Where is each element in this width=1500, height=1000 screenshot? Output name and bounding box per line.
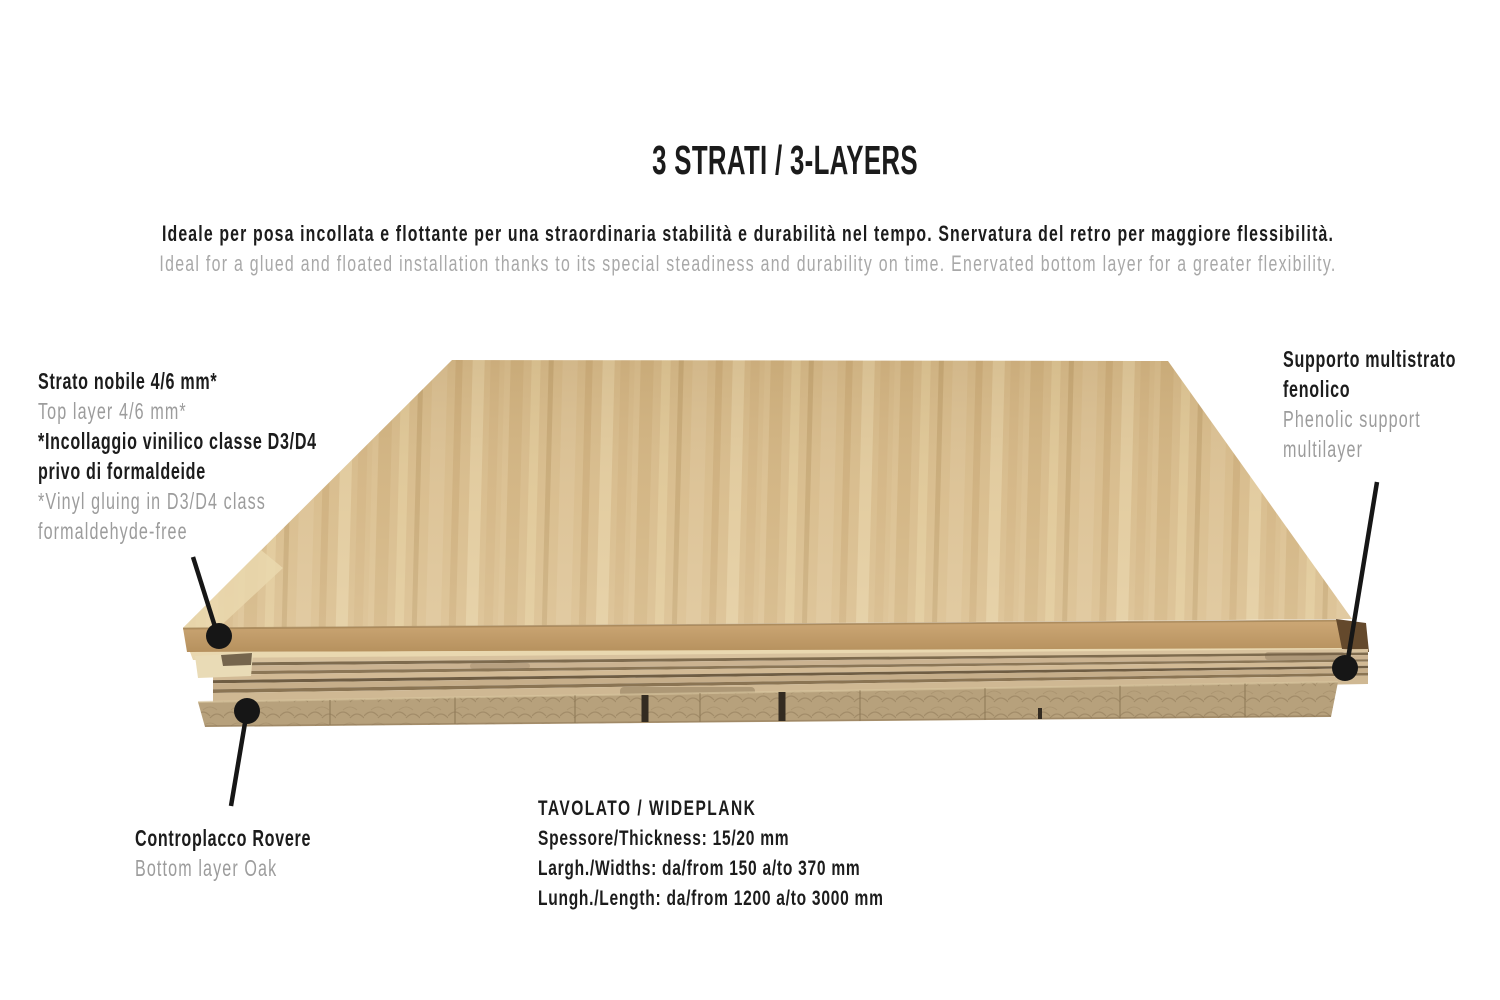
- specs-thickness: Spessore/Thickness: 15/20 mm: [538, 827, 790, 850]
- bottom-layer-label-it: Controplacco Rovere: [135, 825, 312, 851]
- gluing-note-en-line1: *Vinyl gluing in D3/D4 class: [38, 488, 266, 514]
- gluing-note-it-line1: *Incollaggio vinilico classe D3/D4: [38, 428, 317, 454]
- specs-heading: TAVOLATO / WIDEPLANK: [538, 797, 757, 820]
- bottom-layer-label-en: Bottom layer Oak: [135, 855, 278, 881]
- callout-top-layer: [38, 366, 317, 546]
- plank-tongue-groove: [195, 653, 253, 678]
- support-label-it-line2: fenolico: [1283, 376, 1351, 402]
- specs-widths: Largh./Widths: da/from 150 a/to 370 mm: [538, 857, 861, 880]
- support-label-en-line2: multilayer: [1283, 436, 1364, 462]
- specs-block: [538, 794, 884, 914]
- gluing-note-en-line2: formaldehyde-free: [38, 518, 188, 544]
- gluing-note-it-line2: privo di formaldeide: [38, 458, 206, 484]
- plank-top-surface: [183, 360, 1352, 634]
- intro-line-italian: Ideale per posa incollata e flottante per una straordinaria stabilità e durabilità nel tempo. Snervatura del retro per maggiore flessibilità.: [161, 221, 1335, 246]
- page-title: 3 STRATI / 3-LAYERS: [652, 137, 918, 184]
- top-layer-label-en: Top layer 4/6 mm*: [38, 398, 187, 424]
- intro: [159, 219, 1336, 279]
- support-label-en-line1: Phenolic support: [1283, 406, 1421, 432]
- callout-bottom-layer: [135, 823, 311, 883]
- specs-length: Lungh./Length: da/from 1200 a/to 3000 mm: [538, 887, 884, 910]
- leader-bottom-layer: [231, 698, 260, 806]
- callout-support: [1283, 344, 1456, 464]
- intro-line-english: Ideal for a glued and floated installation thanks to its special steadiness and durability on time. Enervated bottom layer for a greater flexibility.: [159, 251, 1337, 276]
- support-label-it-line1: Supporto multistrato: [1283, 346, 1457, 372]
- top-layer-label-it: Strato nobile 4/6 mm*: [38, 368, 218, 394]
